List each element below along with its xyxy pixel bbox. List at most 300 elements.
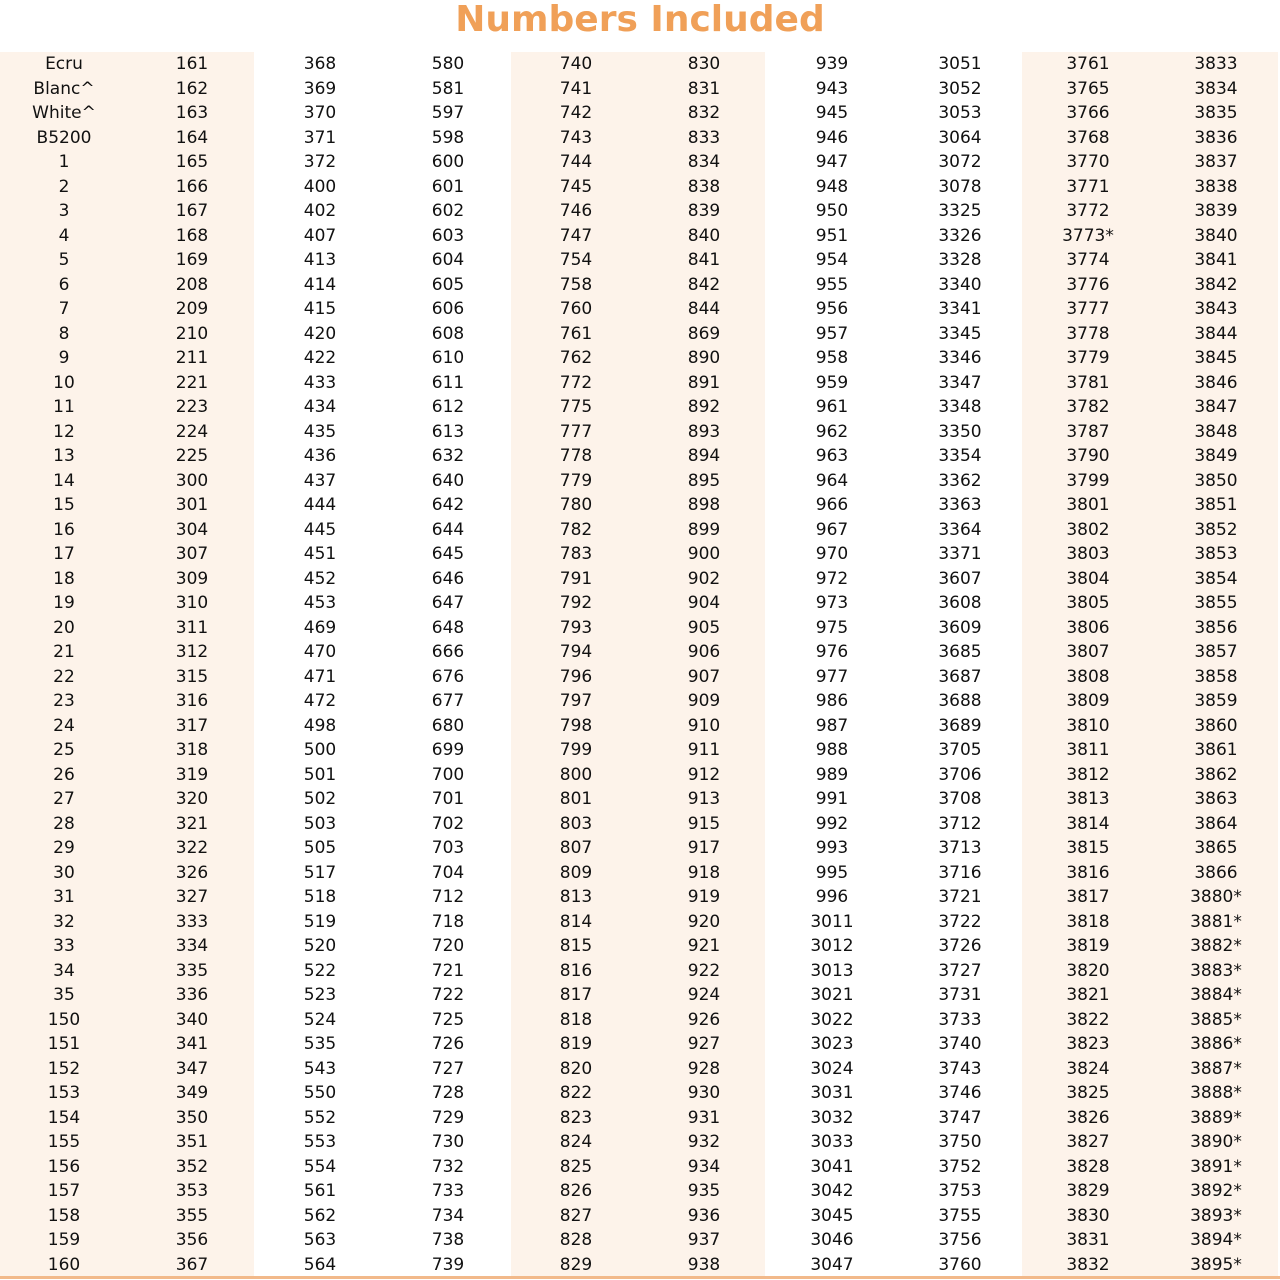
- table-cell: 3778: [1066, 323, 1110, 344]
- table-cell: 3892*: [1190, 1181, 1242, 1201]
- table-cell: 3042: [810, 1181, 854, 1201]
- table-cell: 3706: [938, 764, 982, 785]
- table-cell: 3816: [1066, 862, 1110, 883]
- table-cell: 3760: [938, 1254, 982, 1275]
- table-cell: 3354: [938, 446, 982, 466]
- table-cell: 602: [431, 201, 465, 221]
- table-cell: 319: [175, 764, 209, 785]
- table-cell: 312: [175, 642, 209, 662]
- table-cell: 977: [815, 666, 849, 687]
- table-cell: 8: [58, 323, 70, 344]
- table-cell: 3363: [938, 495, 982, 515]
- table-cell: 471: [303, 666, 337, 687]
- table-cell: 3884*: [1190, 985, 1242, 1005]
- table-cell: 3813: [1066, 789, 1110, 809]
- table-cell: 3716: [938, 862, 982, 883]
- table-cell: 825: [559, 1156, 593, 1177]
- table-cell: 918: [687, 862, 721, 883]
- table-cell: 824: [559, 1132, 593, 1152]
- table-cell: 3032: [810, 1107, 854, 1128]
- table-cell: 744: [559, 152, 593, 172]
- table-cell: 819: [559, 1034, 593, 1054]
- table-cell: 26: [53, 764, 75, 785]
- table-cell: 666: [431, 642, 465, 662]
- table-cell: 3727: [938, 960, 982, 981]
- table-cell: 3024: [810, 1058, 854, 1079]
- table-cell: 919: [687, 887, 721, 907]
- table-cell: 407: [303, 225, 337, 246]
- table-cell: 803: [559, 813, 593, 834]
- table-cell: 992: [815, 813, 849, 834]
- table-cell: 800: [559, 764, 593, 785]
- table-cell: 472: [303, 691, 337, 711]
- table-cell: 349: [175, 1083, 209, 1103]
- table-cell: 972: [815, 568, 849, 589]
- table-cell: 922: [687, 960, 721, 981]
- table-cell: 167: [175, 201, 209, 221]
- table-cell: 3772: [1066, 201, 1110, 221]
- table-cell: 730: [431, 1132, 465, 1152]
- table-column: [1152, 52, 1280, 1277]
- table-cell: 640: [431, 470, 465, 491]
- table-cell: 413: [303, 250, 337, 270]
- table-cell: 3891*: [1190, 1156, 1242, 1177]
- table-cell: 815: [559, 936, 593, 956]
- table-cell: 3842: [1194, 274, 1238, 295]
- table-cell: 3855: [1194, 593, 1238, 613]
- table-cell: 704: [431, 862, 465, 883]
- table-cell: 351: [175, 1132, 209, 1152]
- table-cell: 947: [815, 152, 849, 172]
- table-cell: 520: [303, 936, 337, 956]
- table-cell: 3843: [1194, 299, 1238, 319]
- table-cell: 958: [815, 348, 849, 368]
- table-cell: 792: [559, 593, 593, 613]
- table-cell: 943: [815, 78, 849, 99]
- table-cell: 3835: [1194, 103, 1238, 123]
- table-cell: 754: [559, 250, 593, 270]
- table-cell: 3821: [1066, 985, 1110, 1005]
- table-cell: 745: [559, 176, 593, 197]
- table-cell: 796: [559, 666, 593, 687]
- table-cell: 3033: [810, 1132, 854, 1152]
- table-cell: 740: [559, 54, 593, 74]
- table-cell: 370: [303, 103, 337, 123]
- table-column: [1024, 52, 1152, 1277]
- table-cell: 3820: [1066, 960, 1110, 981]
- table-cell: 3774: [1066, 250, 1110, 270]
- table-cell: 300: [175, 470, 209, 491]
- table-cell: 31: [53, 887, 75, 907]
- table-cell: 369: [303, 78, 337, 99]
- table-cell: 341: [175, 1034, 209, 1054]
- table-cell: 326: [175, 862, 209, 883]
- table-cell: 604: [431, 250, 465, 270]
- table-cell: 333: [175, 911, 209, 932]
- table-cell: 3803: [1066, 544, 1110, 564]
- table-cell: 869: [687, 323, 721, 344]
- table-cell: 1: [58, 152, 70, 172]
- table-cell: 3881*: [1190, 911, 1242, 932]
- table-cell: 24: [53, 715, 75, 736]
- table-cell: 3849: [1194, 446, 1238, 466]
- table-cell: 3: [58, 201, 70, 221]
- table-cell: 891: [687, 372, 721, 393]
- table-cell: 642: [431, 495, 465, 515]
- table-cell: 3890*: [1190, 1132, 1242, 1152]
- table-cell: 3840: [1194, 225, 1238, 246]
- table-column: [896, 52, 1024, 1277]
- table-cell: 829: [559, 1254, 593, 1275]
- table-cell: 307: [175, 544, 209, 564]
- table-cell: 157: [47, 1181, 81, 1201]
- table-cell: 310: [175, 593, 209, 613]
- table-cell: 611: [431, 372, 465, 393]
- table-cell: 827: [559, 1205, 593, 1226]
- table-cell: 3806: [1066, 617, 1110, 638]
- table-cell: 775: [559, 397, 593, 417]
- table-cell: 938: [687, 1254, 721, 1275]
- table-cell: 3839: [1194, 201, 1238, 221]
- table-cell: 743: [559, 127, 593, 148]
- table-cell: 3756: [938, 1230, 982, 1250]
- table-cell: 741: [559, 78, 593, 99]
- table-cell: 3866: [1194, 862, 1238, 883]
- table-cell: 3811: [1066, 740, 1110, 760]
- table-cell: 632: [431, 446, 465, 466]
- table-cell: 367: [175, 1254, 209, 1275]
- table-cell: 905: [687, 617, 721, 638]
- table-cell: 734: [431, 1205, 465, 1226]
- table-cell: 3731: [938, 985, 982, 1005]
- table-cell: 347: [175, 1058, 209, 1079]
- table-cell: 726: [431, 1034, 465, 1054]
- table-cell: 920: [687, 911, 721, 932]
- table-cell: 995: [815, 862, 849, 883]
- table-cell: 3790: [1066, 446, 1110, 466]
- table-column: [256, 52, 384, 1277]
- table-cell: 27: [53, 789, 75, 809]
- table-cell: 23: [53, 691, 75, 711]
- table-cell: 989: [815, 764, 849, 785]
- table-cell: 3064: [938, 127, 982, 148]
- table-cell: 437: [303, 470, 337, 491]
- table-cell: 828: [559, 1230, 593, 1250]
- table-cell: 3812: [1066, 764, 1110, 785]
- table-cell: 799: [559, 740, 593, 760]
- table-cell: 3854: [1194, 568, 1238, 589]
- table-cell: 598: [431, 127, 465, 148]
- table-cell: 727: [431, 1058, 465, 1079]
- table-cell: 22: [53, 666, 75, 687]
- table-cell: 334: [175, 936, 209, 956]
- table-cell: 3733: [938, 1009, 982, 1030]
- table-cell: 813: [559, 887, 593, 907]
- table-cell: 3078: [938, 176, 982, 197]
- table-column: [768, 52, 896, 1277]
- table-cell: 733: [431, 1181, 465, 1201]
- table-cell: 159: [47, 1230, 81, 1250]
- table-cell: 818: [559, 1009, 593, 1030]
- table-cell: 3779: [1066, 348, 1110, 368]
- table-cell: 898: [687, 495, 721, 515]
- table-cell: 371: [303, 127, 337, 148]
- table-cell: 838: [687, 176, 721, 197]
- table-cell: 612: [431, 397, 465, 417]
- table-cell: 552: [303, 1107, 337, 1128]
- table-cell: 608: [431, 323, 465, 344]
- table-cell: 895: [687, 470, 721, 491]
- table-cell: 3860: [1194, 715, 1238, 736]
- table-cell: 3768: [1066, 127, 1110, 148]
- table-cell: 434: [303, 397, 337, 417]
- table-cell: 932: [687, 1132, 721, 1152]
- table-cell: 311: [175, 617, 209, 638]
- table-cell: 420: [303, 323, 337, 344]
- table-cell: 3887*: [1190, 1058, 1242, 1079]
- table-cell: 946: [815, 127, 849, 148]
- table-cell: 3765: [1066, 78, 1110, 99]
- table-cell: 3047: [810, 1254, 854, 1275]
- table-cell: 3857: [1194, 642, 1238, 662]
- table-cell: 676: [431, 666, 465, 687]
- table-cell: 3045: [810, 1205, 854, 1226]
- table-cell: 3740: [938, 1034, 982, 1054]
- table-cell: 3801: [1066, 495, 1110, 515]
- table-cell: 503: [303, 813, 337, 834]
- table-cell: 21: [53, 642, 75, 662]
- table-cell: 3747: [938, 1107, 982, 1128]
- table-cell: 603: [431, 225, 465, 246]
- table-cell: 320: [175, 789, 209, 809]
- table-cell: 904: [687, 593, 721, 613]
- table-cell: 839: [687, 201, 721, 221]
- table-cell: 3362: [938, 470, 982, 491]
- table-cell: 3810: [1066, 715, 1110, 736]
- table-cell: 29: [53, 838, 75, 858]
- table-cell: 163: [175, 103, 209, 123]
- table-cell: 3345: [938, 323, 982, 344]
- table-cell: 415: [303, 299, 337, 319]
- table-cell: 3012: [810, 936, 854, 956]
- table-cell: 951: [815, 225, 849, 246]
- table-cell: 3825: [1066, 1083, 1110, 1103]
- table-cell: 677: [431, 691, 465, 711]
- table-cell: 3826: [1066, 1107, 1110, 1128]
- table-cell: 501: [303, 764, 337, 785]
- table-cell: B5200: [36, 127, 92, 148]
- table-cell: Blanc^: [33, 78, 95, 99]
- table-cell: 963: [815, 446, 849, 466]
- table-cell: 3846: [1194, 372, 1238, 393]
- table-cell: 3046: [810, 1230, 854, 1250]
- table-cell: 3858: [1194, 666, 1238, 687]
- table-cell: 3712: [938, 813, 982, 834]
- table-cell: 3832: [1066, 1254, 1110, 1275]
- table-cell: 3894*: [1190, 1230, 1242, 1250]
- table-cell: 747: [559, 225, 593, 246]
- table-cell: 563: [303, 1230, 337, 1250]
- table-cell: 301: [175, 495, 209, 515]
- table-cell: 973: [815, 593, 849, 613]
- table-cell: 436: [303, 446, 337, 466]
- table-cell: 32: [53, 911, 75, 932]
- table-cell: 610: [431, 348, 465, 368]
- table-cell: 826: [559, 1181, 593, 1201]
- table-cell: 152: [47, 1058, 81, 1079]
- table-cell: 3609: [938, 617, 982, 638]
- table-cell: 761: [559, 323, 593, 344]
- table-cell: 3834: [1194, 78, 1238, 99]
- table-cell: 3850: [1194, 470, 1238, 491]
- table-cell: 950: [815, 201, 849, 221]
- table-cell: 518: [303, 887, 337, 907]
- table-cell: 3689: [938, 715, 982, 736]
- table-cell: 502: [303, 789, 337, 809]
- table-cell: 3722: [938, 911, 982, 932]
- table-cell: 930: [687, 1083, 721, 1103]
- table-cell: 433: [303, 372, 337, 393]
- table-cell: 33: [53, 936, 75, 956]
- table-cell: 522: [303, 960, 337, 981]
- table-cell: 3777: [1066, 299, 1110, 319]
- table-cell: 3809: [1066, 691, 1110, 711]
- table-cell: 17: [53, 544, 75, 564]
- table-cell: 3746: [938, 1083, 982, 1103]
- table-cell: 336: [175, 985, 209, 1005]
- table-cell: 833: [687, 127, 721, 148]
- table-cell: 961: [815, 397, 849, 417]
- table-cell: 976: [815, 642, 849, 662]
- table-cell: 28: [53, 813, 75, 834]
- table-cell: 3856: [1194, 617, 1238, 638]
- table-cell: 3845: [1194, 348, 1238, 368]
- table-cell: 6: [58, 274, 70, 295]
- table-column: [640, 52, 768, 1277]
- table-cell: 3864: [1194, 813, 1238, 834]
- table-cell: 14: [53, 470, 75, 491]
- table-cell: 156: [47, 1156, 81, 1177]
- table-cell: 993: [815, 838, 849, 858]
- table-cell: 223: [175, 397, 209, 417]
- table-cell: 3823: [1066, 1034, 1110, 1054]
- table-cell: 967: [815, 519, 849, 540]
- table-cell: 3847: [1194, 397, 1238, 417]
- table-cell: 900: [687, 544, 721, 564]
- table-cell: 3022: [810, 1009, 854, 1030]
- table-cell: 779: [559, 470, 593, 491]
- table-cell: 12: [53, 421, 75, 442]
- table-cell: 894: [687, 446, 721, 466]
- table-cell: White^: [32, 103, 96, 123]
- table-cell: 3865: [1194, 838, 1238, 858]
- table-column: [512, 52, 640, 1277]
- table-cell: 162: [175, 78, 209, 99]
- table-cell: 225: [175, 446, 209, 466]
- table-cell: 3347: [938, 372, 982, 393]
- table-cell: 3885*: [1190, 1009, 1242, 1030]
- table-cell: 3805: [1066, 593, 1110, 613]
- table-cell: 783: [559, 544, 593, 564]
- table-cell: 3348: [938, 397, 982, 417]
- table-cell: 3041: [810, 1156, 854, 1177]
- table-cell: 3838: [1194, 176, 1238, 197]
- table-cell: 164: [175, 127, 209, 148]
- table-cell: 550: [303, 1083, 337, 1103]
- table-cell: 935: [687, 1181, 721, 1201]
- table-cell: 906: [687, 642, 721, 662]
- table-cell: 948: [815, 176, 849, 197]
- table-cell: 161: [175, 54, 209, 74]
- table-cell: 987: [815, 715, 849, 736]
- table-cell: 2: [58, 176, 70, 197]
- table-cell: 3819: [1066, 936, 1110, 956]
- table-cell: 807: [559, 838, 593, 858]
- table-cell: 822: [559, 1083, 593, 1103]
- table-cell: 3688: [938, 691, 982, 711]
- table-cell: 3346: [938, 348, 982, 368]
- table-cell: 701: [431, 789, 465, 809]
- table-cell: 3687: [938, 666, 982, 687]
- table-cell: 316: [175, 691, 209, 711]
- table-cell: 561: [303, 1181, 337, 1201]
- table-cell: 523: [303, 985, 337, 1005]
- table-cell: 3851: [1194, 495, 1238, 515]
- table-cell: 3781: [1066, 372, 1110, 393]
- table-cell: 327: [175, 887, 209, 907]
- table-cell: 355: [175, 1205, 209, 1226]
- table-cell: 725: [431, 1009, 465, 1030]
- table-cell: 304: [175, 519, 209, 540]
- table-cell: 3743: [938, 1058, 982, 1079]
- table-cell: 913: [687, 789, 721, 809]
- table-cell: 798: [559, 715, 593, 736]
- table-cell: 3705: [938, 740, 982, 760]
- table-cell: 317: [175, 715, 209, 736]
- table-cell: 782: [559, 519, 593, 540]
- table-cell: 340: [175, 1009, 209, 1030]
- table-cell: 890: [687, 348, 721, 368]
- table-cell: 34: [53, 960, 75, 981]
- table-cell: 3799: [1066, 470, 1110, 491]
- table-cell: 165: [175, 152, 209, 172]
- table-cell: 613: [431, 421, 465, 442]
- table-cell: 924: [687, 985, 721, 1005]
- table-cell: 3808: [1066, 666, 1110, 687]
- table-cell: 168: [175, 225, 209, 246]
- table-cell: 3713: [938, 838, 982, 858]
- table-cell: 915: [687, 813, 721, 834]
- table-cell: 356: [175, 1230, 209, 1250]
- table-cell: 3031: [810, 1083, 854, 1103]
- table-cell: 606: [431, 299, 465, 319]
- table-cell: 160: [47, 1254, 81, 1275]
- table-cell: 700: [431, 764, 465, 785]
- table-cell: 581: [431, 78, 465, 99]
- table-cell: 414: [303, 274, 337, 295]
- table-cell: 954: [815, 250, 849, 270]
- table-cell: 927: [687, 1034, 721, 1054]
- table-cell: 3341: [938, 299, 982, 319]
- table-cell: 3880*: [1190, 887, 1242, 907]
- table-cell: 9: [58, 348, 70, 368]
- table-cell: 169: [175, 250, 209, 270]
- table-cell: 3827: [1066, 1132, 1110, 1152]
- table-cell: 11: [53, 397, 75, 417]
- table-cell: 842: [687, 274, 721, 295]
- table-cell: 830: [687, 54, 721, 74]
- table-cell: 3883*: [1190, 960, 1242, 981]
